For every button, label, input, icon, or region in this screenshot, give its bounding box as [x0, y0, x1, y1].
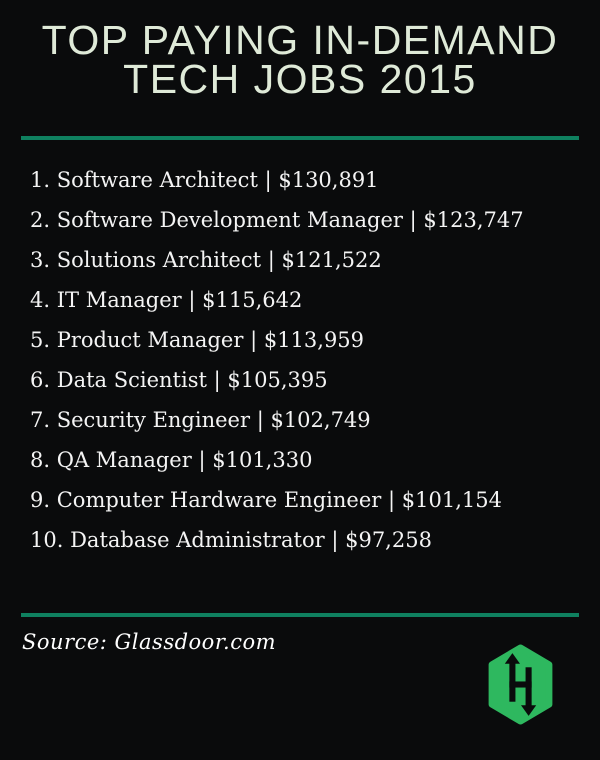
pipe-separator: | [250, 328, 258, 352]
source-text: Source: Glassdoor.com [22, 630, 277, 654]
list-item [30, 370, 580, 390]
job-title: Security Engineer [56, 408, 250, 432]
pipe-separator: | [188, 288, 196, 312]
job-title: Data Scientist [56, 368, 207, 392]
job-rank: 10. [30, 528, 64, 552]
job-title: Software Architect [56, 168, 258, 192]
job-rank: 2. [30, 208, 51, 232]
list-item [30, 450, 580, 470]
pipe-separator: | [264, 168, 272, 192]
job-rank: 6. [30, 368, 51, 392]
job-title: QA Manager [56, 448, 192, 472]
job-rank: 9. [30, 488, 51, 512]
job-salary: $115,642 [202, 288, 303, 312]
pipe-separator: | [213, 368, 221, 392]
list-item [30, 330, 580, 350]
list-item [30, 530, 580, 550]
page-title-line-2: TECH JOBS 2015 [123, 56, 477, 102]
job-salary: $123,747 [423, 208, 524, 232]
job-salary: $121,522 [281, 248, 382, 272]
bottom-divider [21, 613, 579, 617]
list-item [30, 290, 580, 310]
job-salary: $97,258 [345, 528, 432, 552]
job-rank: 1. [30, 168, 51, 192]
job-title: Product Manager [56, 328, 244, 352]
job-rank: 8. [30, 448, 51, 472]
pipe-separator: | [387, 488, 396, 512]
job-salary: $102,749 [270, 408, 371, 432]
pipe-separator: | [198, 448, 206, 472]
list-item [30, 170, 580, 190]
job-salary: $130,891 [278, 168, 379, 192]
pipe-separator: | [409, 208, 417, 232]
hackerrank-logo-icon [488, 644, 553, 725]
job-rank: 3. [30, 248, 51, 272]
list-item [30, 210, 580, 230]
job-salary: $113,959 [263, 328, 365, 352]
top-divider [21, 136, 579, 140]
list-item [30, 410, 580, 430]
page-title-line-1: TOP PAYING IN-DEMAND [41, 17, 559, 63]
job-salary: $101,154 [401, 488, 502, 512]
job-title: Database Administrator [70, 528, 325, 552]
list-item [30, 490, 580, 510]
job-title: Computer Hardware Engineer [56, 488, 382, 512]
job-rank: 4. [30, 288, 51, 312]
job-salary: $101,330 [212, 448, 313, 472]
job-title: Solutions Architect [56, 248, 262, 272]
job-title: IT Manager [56, 288, 182, 312]
job-rank: 5. [30, 328, 51, 352]
job-list [30, 170, 580, 550]
pipe-separator: | [256, 408, 264, 432]
pipe-separator: | [331, 528, 339, 552]
list-item [30, 250, 580, 270]
page-title [0, 17, 600, 102]
job-salary: $105,395 [227, 368, 328, 392]
job-title: Software Development Manager [56, 208, 403, 232]
pipe-separator: | [267, 248, 275, 272]
job-rank: 7. [30, 408, 51, 432]
